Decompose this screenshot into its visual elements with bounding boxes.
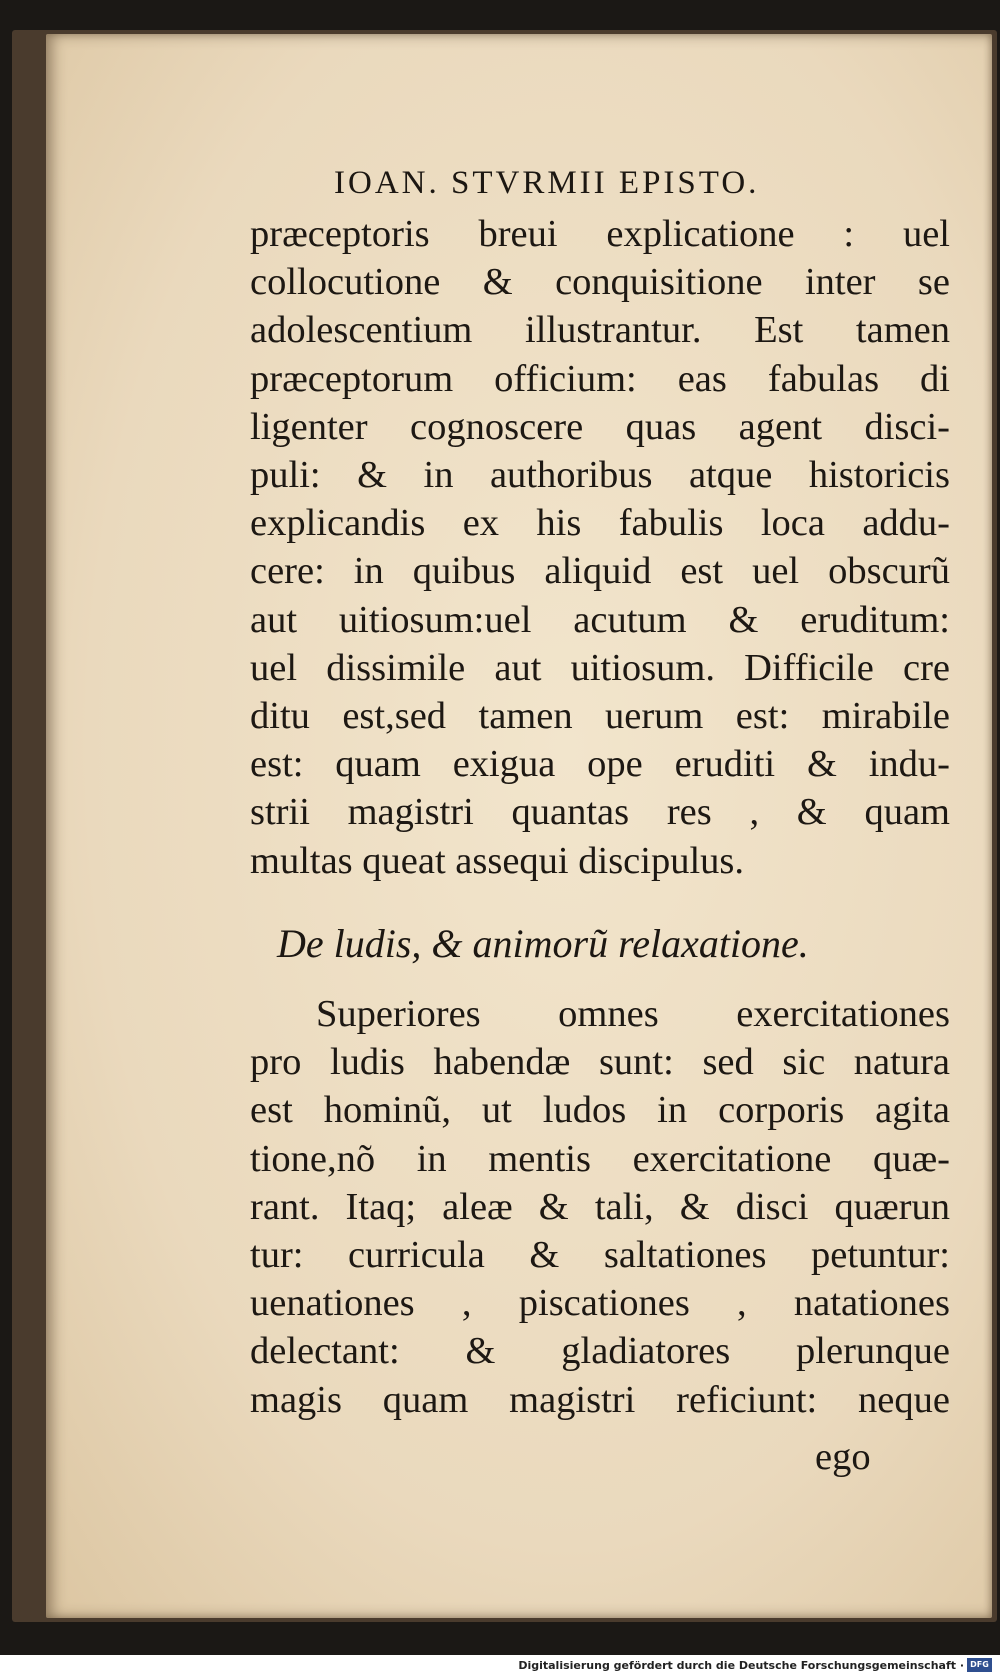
text-line: uenationes , piscationes , natationes — [250, 1282, 950, 1325]
text-line: Superiores omnes exercitationes — [316, 993, 950, 1035]
text-line: est hominũ, ut ludos in corporis agita — [250, 1089, 950, 1132]
catchword: ego — [815, 1436, 871, 1478]
text-line: præceptoris breui explicatione : uel — [250, 213, 950, 255]
text-line: magis quam magistri reficiunt: neque — [250, 1378, 950, 1421]
dfg-logo: DFG — [967, 1658, 992, 1672]
text-line: est: quam exigua ope eruditi & indu- — [250, 743, 950, 786]
section-heading: De ludis, & animorũ relaxatione. — [277, 921, 809, 966]
text-line: aut uitiosum:uel acutum & eruditum: — [250, 598, 950, 641]
text-line: delectant: & gladiatores plerunque — [250, 1330, 950, 1373]
text-line: uel dissimile aut uitiosum. Difficile cre — [250, 646, 950, 689]
text-line: ditu est,sed tamen uerum est: mirabile — [250, 695, 950, 738]
text-line: tur: curricula & saltationes petuntur: — [250, 1234, 950, 1277]
paragraph-1 — [250, 210, 950, 885]
paragraph-2 — [250, 990, 950, 1424]
text-line: multas queat assequi discipulus. — [250, 839, 745, 882]
text-line: strii magistri quantas res , & quam — [250, 791, 950, 834]
text-line: adolescentium illustrantur. Est tamen — [250, 309, 950, 352]
text-line: præceptorum officium: eas fabulas di — [250, 357, 950, 400]
text-line: explicandis ex his fabulis loca addu- — [250, 502, 950, 545]
text-line: collocutione & conquisitione inter se — [250, 261, 950, 304]
running-head: IOAN. STVRMII EPISTO. — [334, 165, 760, 201]
digitization-credit: Digitalisierung gefördert durch die Deutsche Forschungsgemeinschaft · — [518, 1659, 964, 1672]
text-line: tione,nõ in mentis exercitatione quæ- — [250, 1137, 950, 1180]
text-line: ligenter cognoscere quas agent disci- — [250, 405, 950, 448]
text-line: cere: in quibus aliquid est uel obscurũ — [250, 550, 950, 593]
text-line: puli: & in authoribus atque historicis — [250, 454, 950, 497]
text-line: pro ludis habendæ sunt: sed sic natura — [250, 1041, 950, 1084]
text-line: rant. Itaq; aleæ & tali, & disci quærun — [250, 1185, 950, 1228]
